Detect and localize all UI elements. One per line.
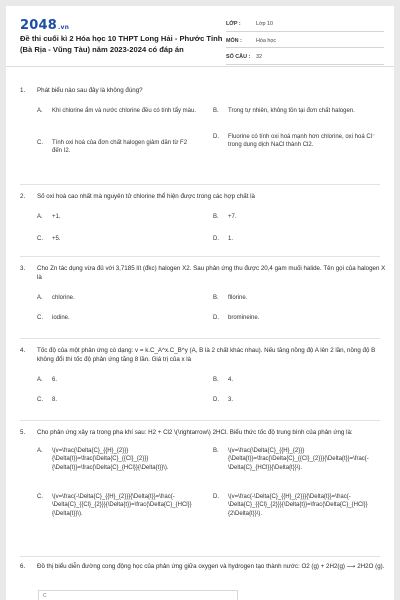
option-a[interactable] bbox=[37, 447, 203, 472]
question-divider bbox=[20, 184, 380, 185]
document-title: Đề thi cuối kì 2 Hóa học 10 THPT Long Hải - Phước Tỉnh (Bà Rịa - Vũng Tàu) năm 2023-2024 có đáp án bbox=[20, 34, 223, 54]
meta-label: SỐ CÂU : bbox=[226, 54, 251, 61]
option-letter: A. bbox=[37, 108, 43, 114]
options bbox=[37, 370, 386, 410]
option-letter: C. bbox=[37, 315, 43, 321]
meta-label: LỚP : bbox=[226, 21, 241, 28]
option-d[interactable] bbox=[213, 396, 373, 404]
meta-info bbox=[226, 18, 384, 68]
meta-value: 32 bbox=[256, 54, 262, 61]
option-b[interactable] bbox=[213, 213, 373, 221]
option-letter: B. bbox=[213, 377, 219, 383]
question-1 bbox=[20, 86, 386, 163]
option-text: 4. bbox=[228, 377, 234, 383]
meta-value: Hóa học bbox=[256, 37, 277, 44]
option-letter: D. bbox=[213, 397, 219, 403]
option-text: Khi chlorine ẩm và nước chlorine đều có tính tẩy màu. bbox=[52, 108, 197, 114]
option-c[interactable] bbox=[37, 235, 197, 243]
option-text: chlorine. bbox=[52, 295, 75, 301]
option-letter: B. bbox=[213, 214, 219, 220]
document-header bbox=[6, 6, 394, 62]
option-letter: C. bbox=[37, 397, 43, 403]
option-text: 6. bbox=[52, 377, 58, 383]
option-letter: D. bbox=[213, 315, 219, 321]
question-divider bbox=[20, 420, 380, 421]
question-text: Phát biểu nào sau đây là không đúng? bbox=[37, 87, 143, 94]
meta-row-count bbox=[226, 51, 384, 65]
option-text: \(v=\frac{-\Delta{C}_{{H}_{2}}}{\Delta{t}}=\frac{-\Delta{C}_{{Cl}_{2}}}{\Delta{t}}=\frac{\Delta{C}_{HCl}}{\Delta{t}}\). bbox=[52, 494, 192, 517]
option-letter: B. bbox=[213, 295, 219, 301]
options bbox=[37, 288, 386, 332]
option-a[interactable] bbox=[37, 213, 197, 221]
options bbox=[37, 101, 386, 163]
meta-row-class bbox=[226, 18, 384, 32]
question-text: Tốc độ của một phản ứng có dạng: v = k.C_A^x.C_B^y (A, B là 2 chất khác nhau). Nếu tăng nồng độ A lên 2 lần, nồng độ B không đổi thì tốc độ phản ứng tăng 8 lần. Giá trị của x là bbox=[37, 347, 376, 363]
option-c[interactable] bbox=[37, 139, 197, 156]
option-b[interactable] bbox=[213, 447, 385, 472]
option-text: 1. bbox=[228, 236, 234, 242]
site-logo[interactable] bbox=[20, 18, 69, 33]
option-text: +1. bbox=[52, 214, 61, 220]
question-divider bbox=[20, 338, 380, 339]
question-divider bbox=[20, 556, 380, 557]
question-2 bbox=[20, 192, 386, 251]
option-a[interactable] bbox=[37, 107, 197, 115]
option-letter: B. bbox=[213, 108, 219, 114]
option-text: iodine. bbox=[52, 315, 70, 321]
meta-row-subject bbox=[226, 35, 384, 49]
logo-suffix: .vn bbox=[57, 24, 70, 31]
options bbox=[37, 443, 386, 535]
option-b[interactable] bbox=[213, 107, 383, 115]
option-letter: A. bbox=[37, 448, 43, 454]
option-letter: C. bbox=[37, 236, 43, 242]
option-text: +7. bbox=[228, 214, 237, 220]
question-3 bbox=[20, 264, 386, 332]
option-text: \(v=\frac{\Delta{C}_{{H}_{2}}}{\Delta{t}}=\frac{\Delta{C}_{{Cl}_{2}}}{\Delta{t}}=\frac{\Delta{C}_{HCl}}{\Delta{t}}\). bbox=[52, 448, 169, 471]
option-text: bromineine. bbox=[228, 315, 260, 321]
option-d[interactable] bbox=[213, 314, 373, 322]
option-d[interactable] bbox=[213, 235, 373, 243]
option-d[interactable] bbox=[213, 493, 385, 518]
option-c[interactable] bbox=[37, 493, 203, 518]
question-number: 5. bbox=[20, 429, 26, 436]
option-text: \(v=\frac{-\Delta{C}_{{H}_{2}}}{\Delta{t}}=\frac{-\Delta{C}_{{Cl}_{2}}}{\Delta{t}}=\frac{\Delta{C}_{HCl}}{2\Delta{t}}\). bbox=[228, 494, 368, 517]
option-text: Tính oxi hoá của đơn chất halogen giảm dần từ F2 đến I2. bbox=[52, 140, 188, 155]
header-divider bbox=[6, 66, 394, 67]
option-text: 8. bbox=[52, 397, 58, 403]
option-c[interactable] bbox=[37, 314, 197, 322]
option-a[interactable] bbox=[37, 294, 197, 302]
question-number: 2. bbox=[20, 193, 26, 200]
option-text: Trong tự nhiên, không tồn tại đơn chất halogen. bbox=[228, 108, 355, 114]
option-a[interactable] bbox=[37, 376, 197, 384]
question-text: Cho Zn tác dụng vừa đủ với 3,7185 lít (đkc) halogen X2. Sau phản ứng thu được 20,4 gam muối halide. Tên gọi của halogen X là bbox=[37, 265, 386, 281]
option-text: fllorine. bbox=[228, 295, 248, 301]
meta-label: MÔN : bbox=[226, 37, 242, 44]
option-text: 3. bbox=[228, 397, 234, 403]
option-letter: C. bbox=[37, 140, 43, 146]
question-text: Đồ thị biểu diễn đường cong động học của phản ứng giữa oxygen và hydrogen tạo thành nước: O2 (g) + 2H2(g) ⟶ 2H2O (g). bbox=[37, 563, 385, 570]
option-d[interactable] bbox=[213, 133, 385, 150]
graph-box bbox=[38, 590, 238, 600]
question-number: 1. bbox=[20, 87, 26, 94]
meta-value: Lớp 10 bbox=[256, 21, 274, 28]
option-text: Fluorine có tính oxi hoá mạnh hơn chlorine, oxi hoá Cl⁻ trong dung dịch NaCl thành Cl2. bbox=[228, 134, 376, 149]
question-number: 4. bbox=[20, 347, 26, 354]
option-c[interactable] bbox=[37, 396, 197, 404]
option-b[interactable] bbox=[213, 376, 373, 384]
option-letter: D. bbox=[213, 494, 219, 500]
logo-text: 2048 bbox=[20, 18, 57, 33]
question-divider bbox=[20, 256, 380, 257]
question-6 bbox=[20, 562, 386, 571]
question-4 bbox=[20, 346, 386, 410]
option-letter: D. bbox=[213, 236, 219, 242]
graph-box-label: C bbox=[43, 593, 47, 599]
question-text: Cho phản ứng xảy ra trong pha khí sau: H2 + Cl2 \(\rightarrow\) 2HCl. Biểu thức tốc độ trung bình của phản ứng là: bbox=[37, 429, 353, 436]
question-5 bbox=[20, 428, 386, 535]
document-page bbox=[6, 6, 394, 600]
option-letter: B. bbox=[213, 448, 219, 454]
question-text: Số oxi hoá cao nhất mà nguyên tử chlorine thể hiện được trong các hợp chất là bbox=[37, 193, 255, 200]
option-letter: A. bbox=[37, 377, 43, 383]
option-text: +5. bbox=[52, 236, 61, 242]
options bbox=[37, 207, 386, 251]
option-b[interactable] bbox=[213, 294, 373, 302]
option-letter: C. bbox=[37, 494, 43, 500]
option-letter: A. bbox=[37, 295, 43, 301]
option-text: \(v=\frac{\Delta{C}_{{H}_{2}}}{\Delta{t}}=\frac{\Delta{C}_{{Cl}_{2}}}{\Delta{t}}=\frac{-\Delta{C}_{HCl}}{\Delta{t}}\). bbox=[228, 448, 369, 471]
option-letter: A. bbox=[37, 214, 43, 220]
option-letter: D. bbox=[213, 134, 219, 140]
question-number: 6. bbox=[20, 563, 26, 570]
question-number: 3. bbox=[20, 265, 26, 272]
